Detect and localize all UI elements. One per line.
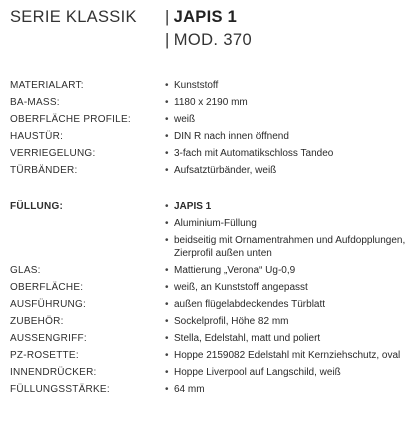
model-number [165,31,252,50]
spec-label: HAUSTÜR: [10,131,64,142]
spec-label: PZ-ROSETTE: [10,350,79,361]
spec-value: Sockelprofil, Höhe 82 mm [174,316,289,327]
bullet-icon: • [165,265,169,276]
bullet-icon: • [165,367,169,378]
bullet-icon: • [165,201,169,212]
spec-label: AUSFÜHRUNG: [10,299,87,310]
spec-value: Hoppe 2159082 Edelstahl mit Kernziehschutz, oval [174,350,401,361]
product-header [10,8,410,52]
model-name [165,8,237,27]
spec-label: BA-MASS: [10,97,60,108]
spec-label: FÜLLUNGSSTÄRKE: [10,384,110,395]
spec-value: Stella, Edelstahl, matt und poliert [174,333,321,344]
spec-label: OBERFLÄCHE PROFILE: [10,114,131,125]
spec-label: OBERFLÄCHE: [10,282,84,293]
spec-label: INNENDRÜCKER: [10,367,97,378]
bullet-icon: • [165,131,169,142]
bullet-icon: • [165,148,169,159]
bullet-icon: • [165,114,169,125]
bullet-icon: • [165,333,169,344]
spec-label: AUSSENGRIFF: [10,333,87,344]
spec-value: weiß, an Kunststoff angepasst [174,282,308,293]
spec-value: weiß [174,114,196,125]
spec-label: GLAS: [10,265,41,276]
bullet-icon: • [165,80,169,91]
bullet-icon: • [165,282,169,293]
spec-label: FÜLLUNG: [10,201,64,212]
spec-label: TÜRBÄNDER: [10,165,78,176]
bullet-icon: • [165,218,169,229]
divider-bar: | [165,8,170,26]
bullet-icon: • [165,350,169,361]
spec-value: 1180 x 2190 mm [174,97,248,108]
spec-value: Aluminium-Füllung [174,218,257,229]
model-name-text: JAPIS 1 [173,8,238,26]
bullet-icon: • [165,316,169,327]
spec-value: beidseitig mit Ornamentrahmen und Aufdopplungen, Zierprofil außen unten [174,235,406,259]
spec-value: 3-fach mit Automatikschloss Tandeo [174,148,334,159]
spec-value: außen flügelabdeckendes Türblatt [174,299,326,310]
spec-value: Aufsatztürbänder, weiß [174,165,277,176]
bullet-icon: • [165,299,169,310]
spec-label: MATERIALART: [10,80,84,91]
spec-value: DIN R nach innen öffnend [174,131,289,142]
bullet-icon: • [165,235,169,246]
divider-bar: | [165,31,170,49]
bullet-icon: • [165,384,169,395]
spec-value: Mattierung „Verona“ Ug-0,9 [174,265,296,276]
series-title: SERIE KLASSIK [10,8,137,26]
bullet-icon: • [165,165,169,176]
spec-value: JAPIS 1 [174,201,212,212]
model-number-text: MOD. 370 [173,31,253,49]
spec-value: Hoppe Liverpool auf Langschild, weiß [174,367,341,378]
spec-value: Kunststoff [174,80,219,91]
spec-value: 64 mm [174,384,205,395]
spec-label: ZUBEHÖR: [10,316,64,327]
spec-label: VERRIEGELUNG: [10,148,96,159]
bullet-icon: • [165,97,169,108]
